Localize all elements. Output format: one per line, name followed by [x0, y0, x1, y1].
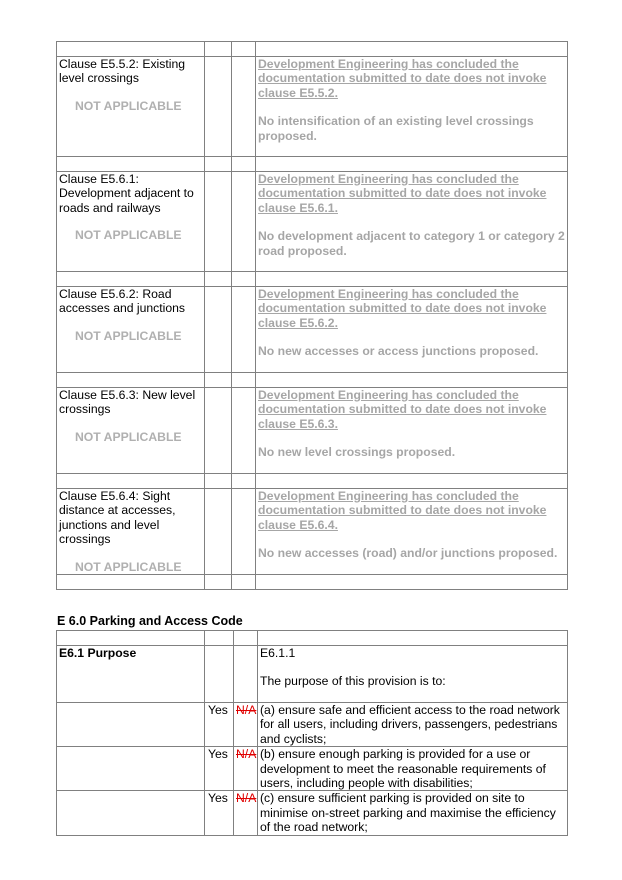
clause-row: [57, 172, 568, 272]
clause-title: Clause E5.6.4: Sight distance at accesses, junctions and level crossings: [59, 489, 176, 547]
status-label: NOT APPLICABLE: [75, 228, 182, 243]
status-label: NOT APPLICABLE: [75, 98, 182, 113]
na-label: N/A: [236, 747, 257, 762]
purpose-label: E6.1 Purpose: [57, 646, 205, 703]
conclusion-text: Development Engineering has concluded the documentation submitted to date does not invoke clause E5.6.2.: [258, 287, 547, 330]
na-label: N/A: [236, 703, 257, 717]
na-label: N/A: [236, 791, 257, 806]
clause-note: No new accesses (road) and/or junctions proposed.: [258, 546, 558, 561]
conclusion-text: Development Engineering has concluded the documentation submitted to date does not invoke clause E5.6.4.: [258, 489, 547, 532]
purpose-item: (a) ensure safe and efficient access to the road network for all users, including drivers, passengers, pedestrians and cyclists;: [258, 703, 568, 747]
clause-note: No new level crossings proposed.: [258, 445, 456, 460]
clause-row: [57, 489, 568, 575]
clause-title: Clause E5.5.2: Existing level crossings: [59, 57, 186, 86]
purpose-item-row: [57, 747, 568, 791]
purpose-item: (c) ensure sufficient parking is provided on site to minimise on-street parking and maximise the efficiency of the road network;: [258, 791, 568, 835]
purpose-item-row: [57, 703, 568, 747]
parking-table: [56, 630, 568, 836]
clause-note: No intensification of an existing level crossings proposed.: [258, 114, 534, 143]
clause-title: Clause E5.6.2: Road accesses and junctions: [59, 287, 186, 316]
conclusion-text: Development Engineering has concluded the documentation submitted to date does not invoke clause E5.6.1.: [258, 172, 547, 215]
purpose-intro: The purpose of this provision is to:: [260, 674, 446, 689]
clause-row: [57, 287, 568, 373]
clause-row: [57, 388, 568, 474]
clauses-table: [56, 41, 568, 590]
purpose-ref: E6.1.1: [260, 646, 296, 660]
clause-note: No development adjacent to category 1 or category 2 road proposed.: [258, 229, 565, 258]
status-label: NOT APPLICABLE: [75, 429, 182, 444]
clause-row: [57, 57, 568, 157]
yes-label: Yes: [205, 703, 234, 747]
status-label: NOT APPLICABLE: [75, 328, 182, 343]
conclusion-text: Development Engineering has concluded the documentation submitted to date does not invoke clause E5.5.2.: [258, 57, 547, 100]
clause-title: Clause E5.6.3: New level crossings: [59, 388, 196, 417]
section-heading: E 6.0 Parking and Access Code: [57, 614, 243, 628]
purpose-item: (b) ensure enough parking is provided for a use or development to meet the reasonable requirements of users, including people with disabilities;: [258, 747, 568, 791]
yes-label: Yes: [205, 747, 234, 791]
conclusion-text: Development Engineering has concluded the documentation submitted to date does not invoke clause E5.6.3.: [258, 388, 547, 431]
yes-label: Yes: [205, 791, 234, 835]
clause-note: No new accesses or access junctions proposed.: [258, 344, 539, 359]
purpose-row: [57, 646, 568, 703]
purpose-item-row: [57, 791, 568, 835]
clause-title: Clause E5.6.1: Development adjacent to roads and railways: [59, 172, 194, 215]
status-label: NOT APPLICABLE: [75, 559, 182, 574]
